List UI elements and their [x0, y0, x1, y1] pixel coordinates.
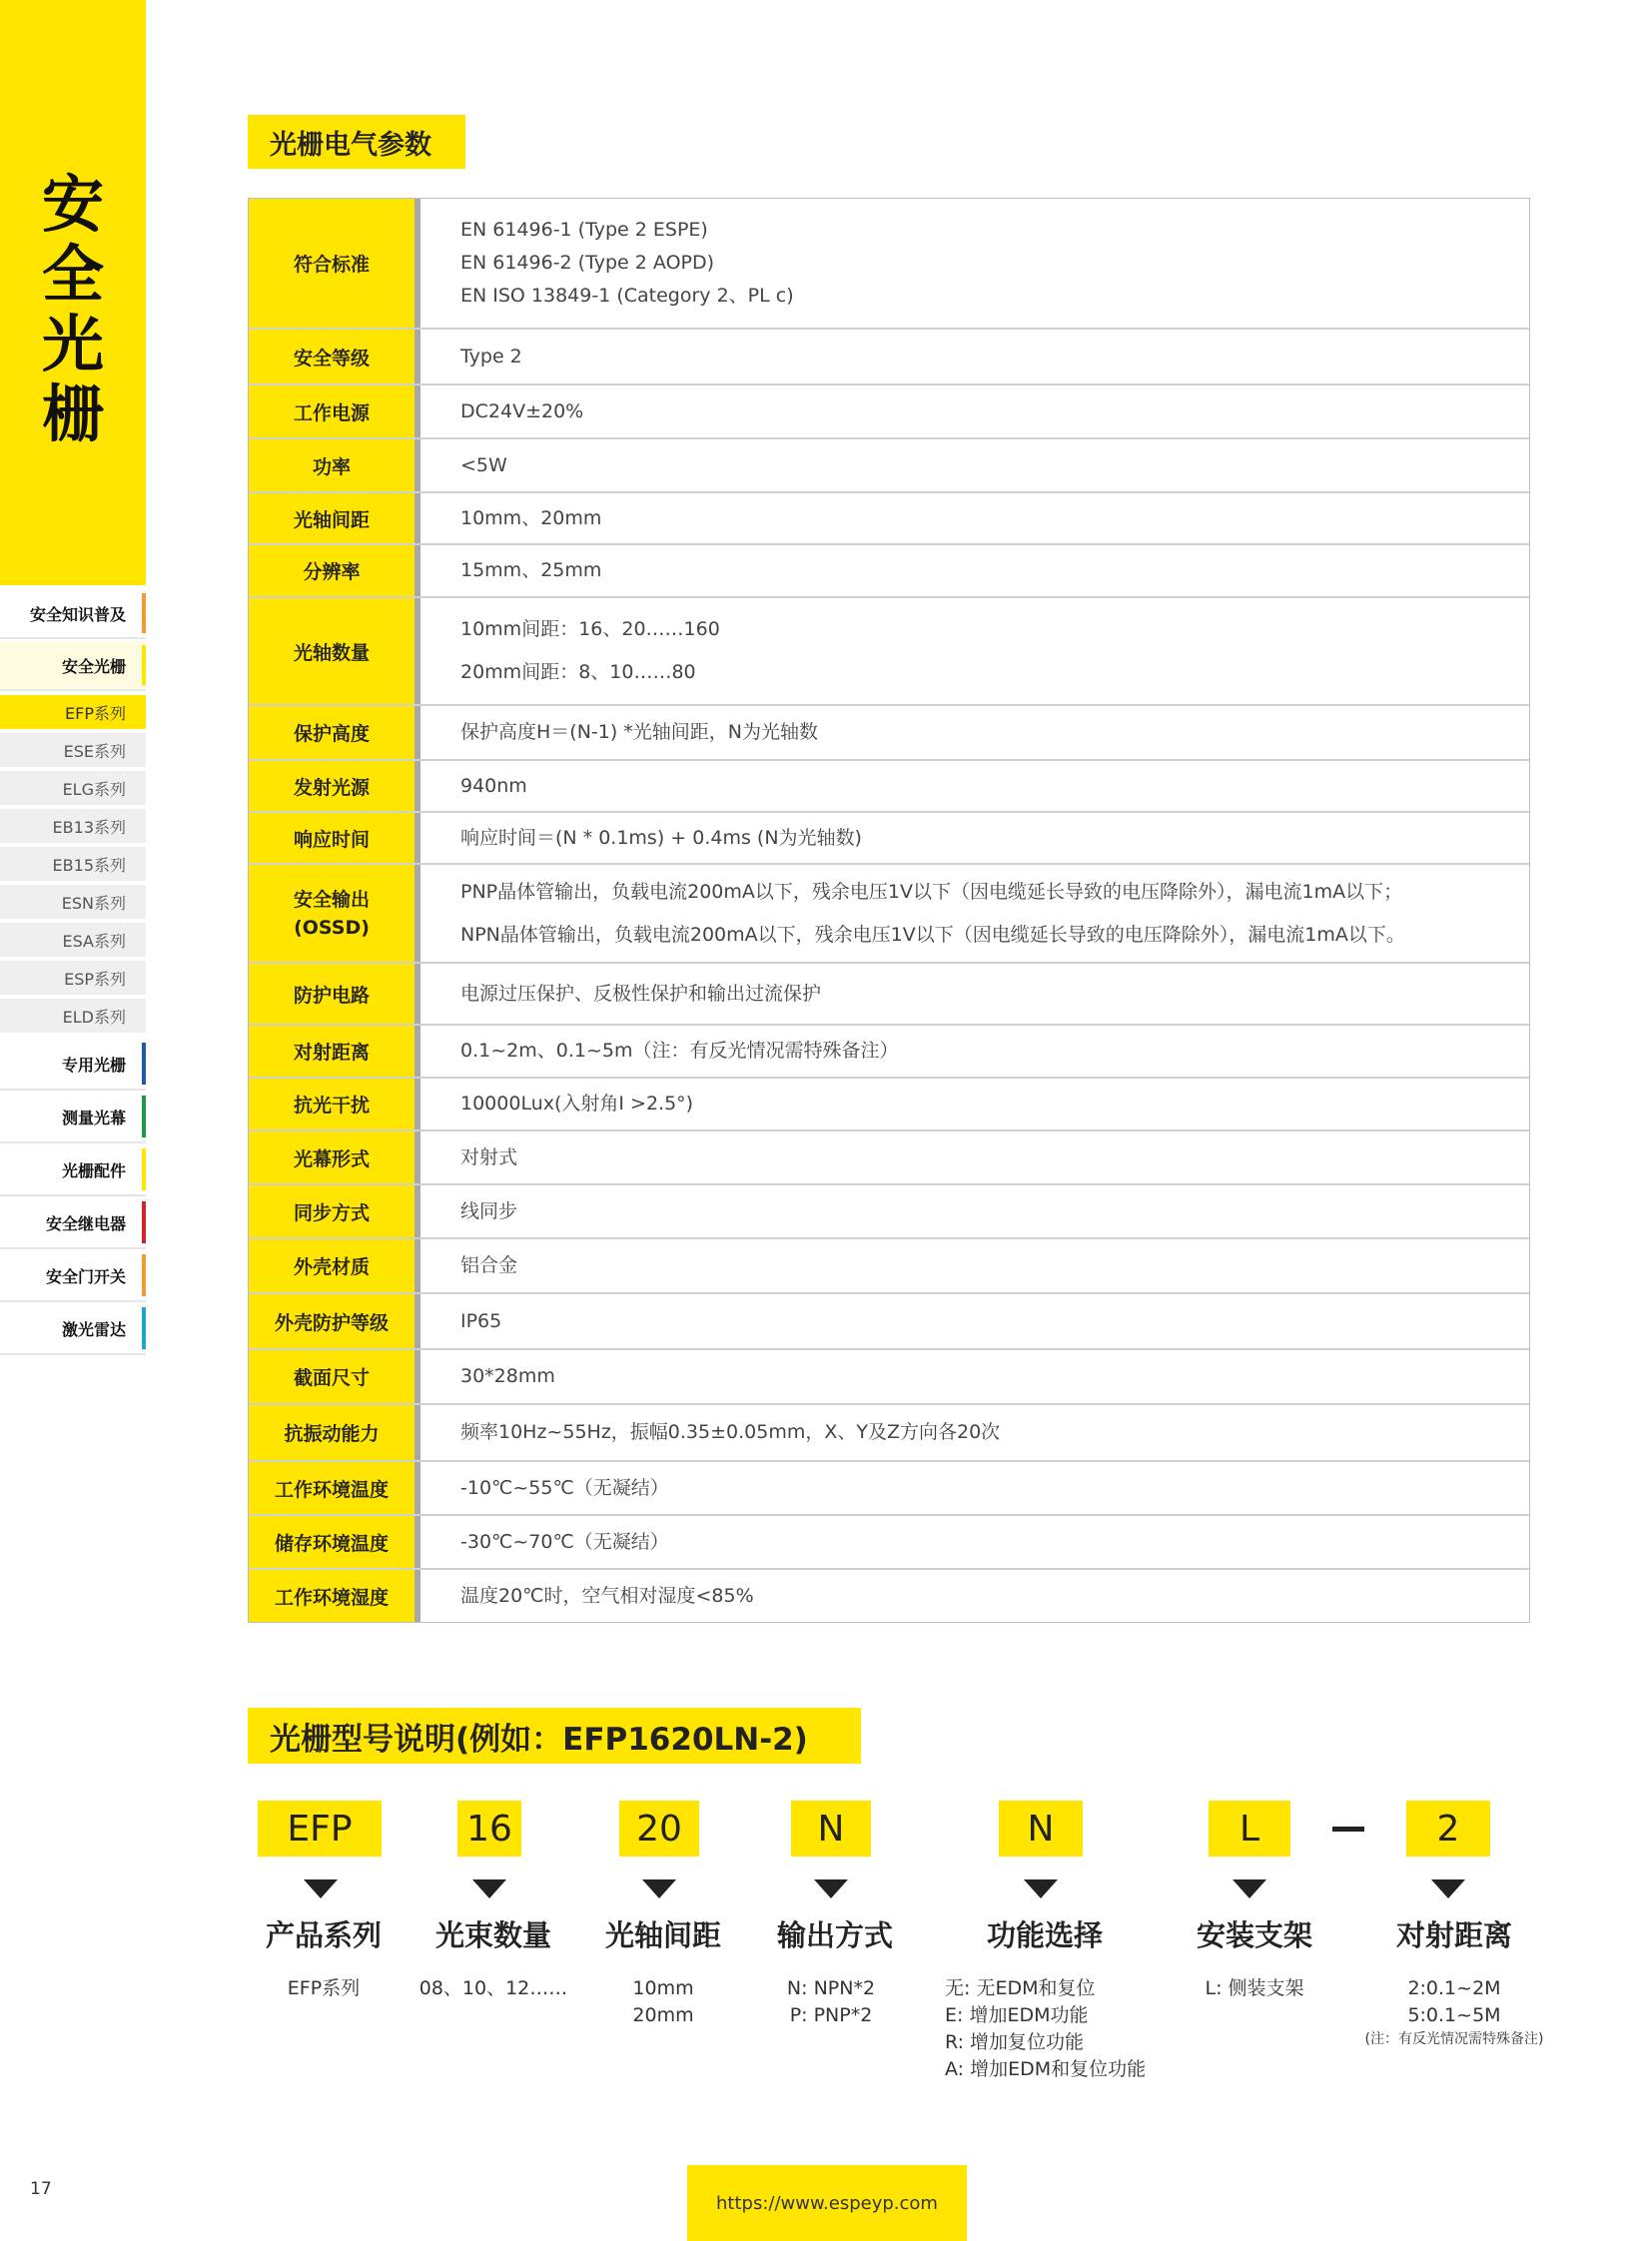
spec-key-text: 抗光干扰	[293, 1095, 370, 1117]
spec-key-text: 安全输出	[293, 888, 370, 911]
nav-sub-efp[interactable]	[0, 695, 146, 729]
banner-char: 栅	[41, 377, 104, 450]
spec-row	[249, 1239, 1529, 1294]
banner-char: 安	[41, 168, 104, 241]
spec-value-line: EN ISO 13849-1 (Category 2、PL c)	[460, 285, 794, 307]
code-title: 光轴间距	[604, 1918, 721, 1952]
nav-item-safety-light-curtain[interactable]	[0, 641, 146, 691]
footer-url[interactable]: https://www.espeyp.com	[716, 2192, 938, 2214]
code-desc-line: R: 增加复位功能	[945, 2031, 1085, 2053]
spec-value-line: Type 2	[460, 345, 522, 368]
code-desc-line: N: NPN*2	[786, 1977, 876, 1999]
spec-key	[249, 1350, 420, 1403]
code-desc	[1354, 1975, 1554, 2049]
nav-color-bar	[142, 1148, 146, 1190]
spec-key-text: 光幕形式	[293, 1147, 370, 1170]
arrow-down-icon	[1024, 1879, 1058, 1898]
code-text: 20	[636, 1808, 682, 1850]
code-box-distance	[1406, 1801, 1490, 1857]
spec-row	[249, 199, 1529, 330]
nav-color-bar	[142, 1307, 146, 1349]
spec-value-line: 10000Lux(入射角I >2.5°)	[460, 1093, 694, 1115]
spec-value	[420, 1026, 1529, 1077]
page-number: 17	[30, 2179, 52, 2199]
code-desc-line: A: 增加EDM和复位功能	[945, 2058, 1147, 2080]
spec-value-line: 10mm间距：16、20……160	[460, 618, 720, 640]
code-title: 产品系列	[265, 1918, 382, 1952]
nav-item-safety-relay[interactable]	[0, 1197, 146, 1249]
code-box-bracket	[1209, 1801, 1290, 1857]
nav-item-label: 专用光栅	[61, 1055, 126, 1075]
spec-value	[420, 493, 1529, 543]
code-desc-line: 10mm	[632, 1977, 694, 1999]
nav-item-label: 安全知识普及	[29, 604, 126, 624]
spec-value	[420, 1079, 1529, 1129]
spec-section-title	[248, 115, 465, 169]
model-section-title	[248, 1708, 861, 1764]
spec-key	[249, 385, 420, 437]
spec-key-text: 外壳材质	[293, 1256, 370, 1278]
spec-key	[249, 493, 420, 543]
spec-value	[420, 813, 1529, 863]
code-desc-line: 无: 无EDM和复位	[945, 1977, 1096, 1999]
spec-value-line: <5W	[460, 453, 507, 476]
spec-value-line: 10mm、20mm	[460, 506, 602, 529]
spec-value	[420, 385, 1529, 437]
code-desc-line: EFP系列	[287, 1977, 361, 1999]
nav-color-bar	[142, 593, 146, 633]
nav-item-label: 激光雷达	[61, 1319, 126, 1339]
code-desc-line: E: 增加EDM功能	[945, 2004, 1089, 2026]
spec-row	[249, 761, 1529, 813]
spec-value-line: -10℃~55℃（无凝结）	[460, 1476, 669, 1499]
spec-value-line: 15mm、25mm	[460, 559, 602, 581]
spec-key-text: 光轴数量	[293, 641, 370, 664]
spec-value-line: 30*28mm	[460, 1365, 555, 1387]
spec-row	[249, 1462, 1529, 1516]
spec-value-line: 线同步	[460, 1199, 518, 1222]
code-desc-line: 08、10、12……	[418, 1977, 568, 1999]
spec-key-text: 同步方式	[293, 1201, 370, 1224]
nav-color-bar	[142, 1096, 146, 1137]
spec-key-text: 储存环境温度	[274, 1532, 389, 1555]
spec-row	[249, 545, 1529, 598]
spec-row	[249, 1131, 1529, 1185]
nav-item-lidar[interactable]	[0, 1303, 146, 1355]
arrow-down-icon	[642, 1879, 676, 1898]
spec-row	[249, 1079, 1529, 1131]
spec-row	[249, 385, 1529, 439]
spec-row	[249, 1350, 1529, 1405]
nav-sub-label: EB13系列	[52, 817, 126, 837]
spec-value	[420, 330, 1529, 383]
spec-value-line: EN 61496-1 (Type 2 ESPE)	[460, 219, 708, 241]
nav-item-door-switch[interactable]	[0, 1250, 146, 1302]
spec-value	[420, 1185, 1529, 1237]
spec-value	[420, 1350, 1529, 1403]
code-desc	[731, 1975, 931, 2029]
code-title: 功能选择	[986, 1918, 1103, 1952]
code-box-function	[999, 1801, 1083, 1857]
code-text: N	[817, 1808, 845, 1850]
spec-row	[249, 813, 1529, 865]
spec-value-line: EN 61496-2 (Type 2 AOPD)	[460, 252, 715, 274]
nav-sub-elg[interactable]	[0, 771, 146, 805]
code-desc-line: 5:0.1~5M	[1407, 2004, 1501, 2026]
nav-sub-eb13[interactable]	[0, 809, 146, 843]
spec-key	[249, 1079, 420, 1129]
code-desc-line: P: PNP*2	[789, 2004, 873, 2026]
spec-row	[249, 1026, 1529, 1079]
nav-sub-ese[interactable]	[0, 733, 146, 767]
nav-color-bar	[142, 1201, 146, 1243]
spec-key	[249, 545, 420, 596]
spec-value-line: 940nm	[460, 774, 527, 797]
spec-value	[420, 1405, 1529, 1460]
spec-value-line: 对射式	[460, 1145, 518, 1168]
spec-key-text: 响应时间	[293, 828, 370, 851]
spec-value-line: 20mm间距：8、10……80	[460, 661, 696, 683]
spec-key-text: 光轴间距	[293, 508, 370, 531]
nav-item-measuring-curtain[interactable]	[0, 1092, 146, 1143]
spec-value-line: 电源过压保护、反极性保护和输出过流保护	[460, 982, 822, 1005]
spec-key-text: 安全等级	[293, 347, 370, 370]
spec-key-text: 外壳防护等级	[274, 1311, 389, 1334]
nav-item-label: 测量光幕	[61, 1108, 126, 1127]
nav-item-accessories[interactable]	[0, 1144, 146, 1196]
arrow-down-icon	[304, 1879, 338, 1898]
nav-sub-eld[interactable]	[0, 999, 146, 1033]
nav-sub-label: ESA系列	[62, 931, 126, 951]
side-banner	[0, 0, 146, 585]
spec-key-text: 发射光源	[293, 776, 370, 799]
spec-row	[249, 493, 1529, 545]
spec-value	[420, 1516, 1529, 1568]
code-desc-line: 20mm	[632, 2004, 694, 2026]
spec-row	[249, 964, 1529, 1026]
spec-value	[420, 598, 1529, 704]
nav-sub-label: ESP系列	[64, 969, 126, 989]
spec-key-text: 工作环境湿度	[274, 1586, 389, 1609]
spec-row	[249, 598, 1529, 706]
spec-value	[420, 1131, 1529, 1183]
spec-key-text: 工作电源	[293, 401, 370, 424]
spec-value-line: 0.1~2m、0.1~5m（注：有反光情况需特殊备注）	[460, 1040, 899, 1062]
nav-item-safety-knowledge[interactable]	[0, 589, 146, 639]
spec-value-line: NPN晶体管输出，负载电流200mA以下，残余电压1V以下（因电缆延长导致的电压降除外），漏电流1mA以下。	[460, 923, 1405, 946]
spec-value	[420, 761, 1529, 811]
code-text: L	[1239, 1808, 1260, 1850]
spec-value	[420, 964, 1529, 1024]
spec-key	[249, 813, 420, 863]
spec-value	[420, 439, 1529, 491]
spec-key-text: 截面尺寸	[293, 1367, 370, 1389]
spec-key	[249, 1026, 420, 1077]
spec-key	[249, 964, 420, 1024]
spec-value	[420, 199, 1529, 328]
spec-value	[420, 545, 1529, 596]
nav-sub-esp[interactable]	[0, 961, 146, 995]
spec-value	[420, 1239, 1529, 1292]
spec-key-text: 保护高度	[293, 723, 370, 745]
spec-key	[249, 706, 420, 759]
spec-key	[249, 1239, 420, 1292]
spec-key-text: 符合标准	[293, 254, 370, 276]
spec-key	[249, 598, 420, 704]
nav-sub-label: EB15系列	[52, 855, 126, 875]
nav-sub-label: EFP系列	[65, 703, 126, 723]
spec-value	[420, 1294, 1529, 1348]
code-title: 光束数量	[434, 1918, 551, 1952]
banner-title	[0, 170, 146, 449]
spec-key-text: 对射距离	[293, 1042, 370, 1064]
banner-char: 光	[41, 308, 104, 380]
spec-value-line: IP65	[460, 1309, 502, 1332]
code-title: 安装支架	[1196, 1918, 1312, 1952]
nav-color-bar	[142, 1254, 146, 1296]
spec-value-line: DC24V±20%	[460, 399, 584, 422]
spec-row	[249, 1570, 1529, 1622]
spec-row	[249, 1516, 1529, 1570]
nav-item-label: 光栅配件	[61, 1160, 126, 1180]
spec-value-line: 铝合金	[460, 1254, 518, 1276]
spec-key	[249, 199, 420, 328]
spec-value	[420, 1462, 1529, 1514]
code-title: 对射距离	[1395, 1918, 1512, 1952]
arrow-down-icon	[472, 1879, 506, 1898]
arrow-down-icon	[1431, 1879, 1465, 1898]
nav-sub-eb15[interactable]	[0, 847, 146, 881]
nav-sub-esn[interactable]	[0, 885, 146, 919]
spec-key	[249, 1405, 420, 1460]
spec-row	[249, 1405, 1529, 1462]
code-box-pitch	[619, 1801, 699, 1857]
spec-row	[249, 1185, 1529, 1239]
code-box-beams	[457, 1801, 521, 1857]
spec-key	[249, 1294, 420, 1348]
spec-value-line: 保护高度H＝(N-1) *光轴间距，N为光轴数	[460, 721, 819, 743]
nav-color-bar	[142, 1043, 146, 1085]
arrow-down-icon	[1233, 1879, 1266, 1898]
spec-key	[249, 1570, 420, 1622]
spec-key	[249, 1185, 420, 1237]
code-title: 输出方式	[776, 1918, 893, 1952]
nav-item-special-curtain[interactable]	[0, 1039, 146, 1091]
spec-key-text: 抗振动能力	[284, 1423, 380, 1445]
code-text: 2	[1436, 1808, 1460, 1850]
spec-key	[249, 1462, 420, 1514]
spec-value-line: 频率10Hz~55Hz，振幅0.35±0.05mm，X、Y及Z方向各20次	[460, 1421, 1001, 1443]
spec-value-line: 响应时间＝(N * 0.1ms) + 0.4ms (N为光轴数)	[460, 826, 862, 849]
nav-item-label: 安全光栅	[61, 656, 126, 676]
spec-key-text: (OSSD)	[294, 916, 370, 939]
nav-item-label: 安全继电器	[45, 1213, 126, 1233]
spec-value	[420, 706, 1529, 759]
code-text: 16	[466, 1808, 512, 1850]
code-text: EFP	[287, 1808, 353, 1850]
spec-table	[248, 198, 1530, 1623]
spec-value-line: 温度20℃时，空气相对湿度<85%	[460, 1584, 754, 1607]
spec-value	[420, 1570, 1529, 1622]
spec-key	[249, 1131, 420, 1183]
spec-key	[249, 865, 420, 962]
spec-row	[249, 865, 1529, 964]
banner-char: 全	[41, 238, 104, 311]
spec-value-line: PNP晶体管输出，负载电流200mA以下，残余电压1V以下（因电缆延长导致的电压降除外），漏电流1mA以下；	[460, 880, 1403, 903]
nav-item-label: 安全门开关	[45, 1266, 126, 1286]
spec-key-text: 分辨率	[303, 561, 361, 583]
nav-sub-label: ESE系列	[63, 741, 126, 761]
arrow-down-icon	[814, 1879, 848, 1898]
spec-row	[249, 706, 1529, 761]
nav-sub-label: ELG系列	[62, 779, 126, 799]
code-box-series	[258, 1801, 382, 1857]
code-desc	[1155, 1975, 1354, 2002]
code-desc	[945, 1975, 1146, 2083]
spec-key-text: 工作环境温度	[274, 1478, 389, 1501]
code-desc-line: 2:0.1~2M	[1407, 1977, 1501, 1999]
model-section-title-text: 光栅型号说明(例如：EFP1620LN-2)	[270, 1721, 808, 1758]
spec-row	[249, 330, 1529, 385]
spec-value	[420, 865, 1529, 962]
spec-key-text: 功率	[312, 455, 351, 478]
nav-sub-label: ELD系列	[62, 1007, 126, 1027]
code-note: (注：有反光情况需特殊备注)	[1364, 2031, 1544, 2047]
code-text: N	[1027, 1808, 1055, 1850]
spec-key	[249, 330, 420, 383]
code-desc-line: L: 侧装支架	[1205, 1977, 1304, 1999]
footer-url-box	[687, 2165, 967, 2241]
nav-sub-esa[interactable]	[0, 923, 146, 957]
spec-section-title-text: 光栅电气参数	[270, 129, 431, 161]
spec-row	[249, 1294, 1529, 1350]
spec-key-text: 防护电路	[293, 984, 370, 1007]
spec-value-line: -30℃~70℃（无凝结）	[460, 1530, 669, 1553]
nav-color-bar	[142, 645, 146, 685]
spec-row	[249, 439, 1529, 493]
nav-sub-label: ESN系列	[61, 893, 126, 913]
spec-key	[249, 761, 420, 811]
spec-key	[249, 439, 420, 491]
spec-key	[249, 1516, 420, 1568]
code-box-output	[791, 1801, 871, 1857]
dash-separator	[1332, 1827, 1364, 1832]
